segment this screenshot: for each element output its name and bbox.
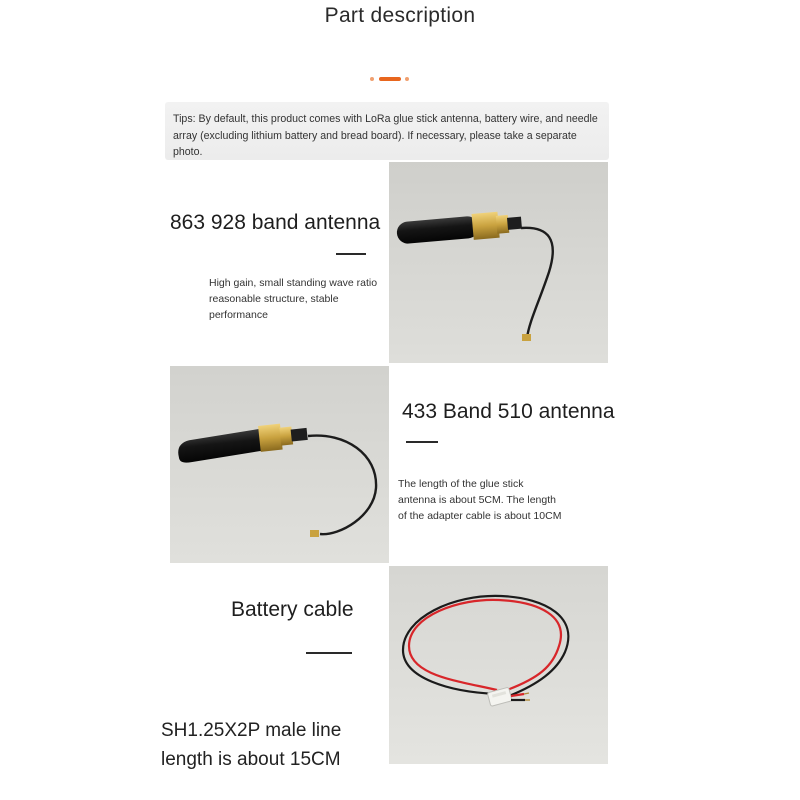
antenna-863-photo bbox=[389, 162, 608, 363]
title-ornament bbox=[370, 76, 412, 82]
section-rule-3 bbox=[306, 652, 352, 654]
battery-cable-detail-line-2: length is about 15CM bbox=[161, 749, 341, 770]
ornament-dot-left bbox=[370, 77, 374, 81]
section-heading-2: 433 Band 510 antenna bbox=[402, 400, 615, 423]
page-title: Part description bbox=[324, 4, 476, 27]
battery-cable-illustration bbox=[389, 566, 608, 764]
section-rule-2 bbox=[406, 441, 438, 443]
tips-box: Tips: By default, this product comes with LoRa glue stick antenna, battery wire, and needle array (excluding lithium battery and bread board). If necessary, please take a separate photo. bbox=[165, 102, 609, 160]
section-description-1: High gain, small standing wave ratio reasonable structure, stable performance bbox=[209, 277, 378, 321]
ornament-dot-right bbox=[405, 77, 409, 81]
battery-cable-detail-line-1: SH1.25X2P male line bbox=[161, 720, 342, 741]
section-heading-1: 863 928 band antenna bbox=[170, 211, 381, 234]
section-heading-3: Battery cable bbox=[231, 598, 354, 621]
antenna-433-illustration bbox=[170, 366, 389, 563]
section-rule-1 bbox=[336, 253, 366, 255]
section-description-2: The length of the glue stick antenna is about 5CM. The length of the adapter cable is about 10CM bbox=[398, 478, 562, 522]
antenna-433-photo bbox=[170, 366, 389, 563]
battery-cable-photo bbox=[389, 566, 608, 764]
ornament-dash bbox=[379, 77, 401, 81]
antenna-863-illustration bbox=[389, 162, 608, 363]
